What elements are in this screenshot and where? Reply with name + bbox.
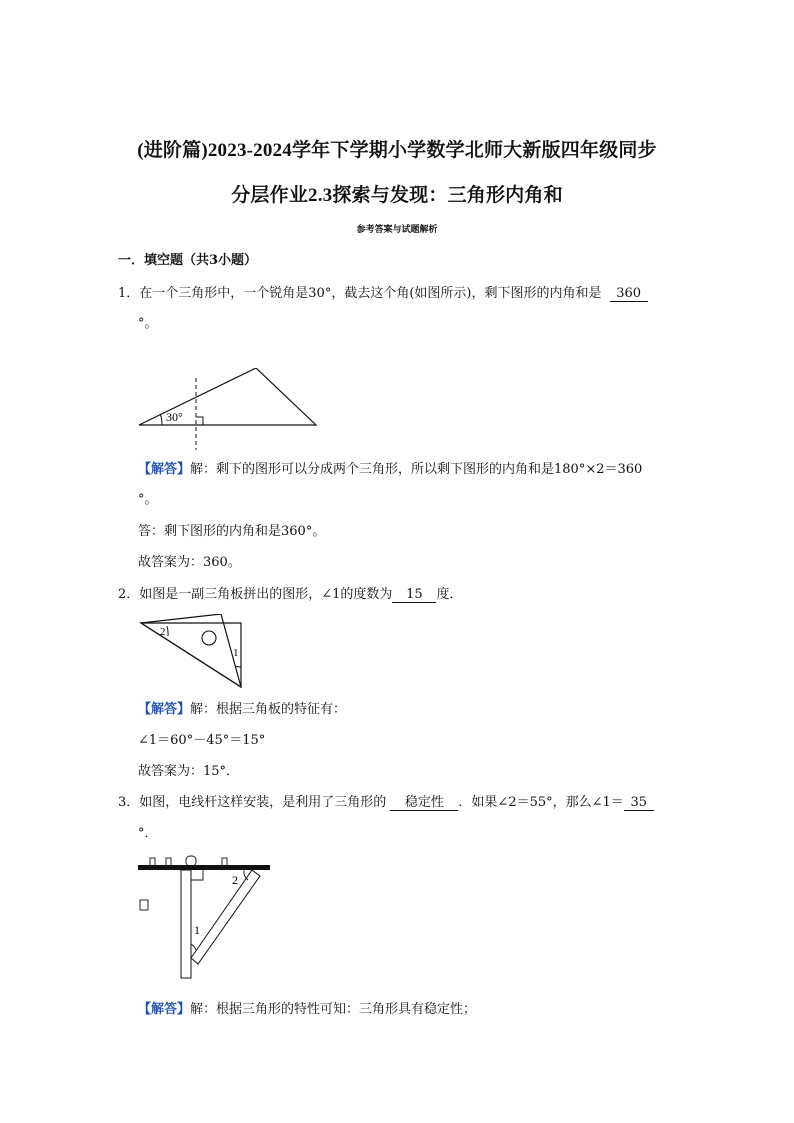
question-2-solution-line — [138, 698, 346, 717]
angle-2-label: 2 — [232, 873, 238, 887]
angle-1-label: 1 — [194, 923, 200, 937]
question-3-stem — [118, 791, 654, 811]
document-title-line-1: (进阶篇)2023-2024学年下学期小学数学北师大新版四年级同步 — [137, 140, 657, 161]
question-2-final-answer: 故答案为：15°． — [138, 764, 240, 779]
pole-top — [186, 856, 196, 866]
solution-tag: 【解答】 — [138, 702, 191, 717]
solution-tag: 【解答】 — [138, 1002, 191, 1017]
solution-tag: 【解答】 — [138, 462, 191, 477]
document-subtitle: 参考答案与试题解析 — [356, 224, 438, 234]
question-2-set-square-figure — [135, 614, 250, 690]
angle-2-label: 2 — [160, 626, 166, 638]
question-3-stem-middle: ．如果∠2＝55°，那么∠1＝ — [458, 795, 624, 810]
question-1-stem-end: °。 — [138, 316, 158, 331]
question-1-final-answer: 故答案为：360。 — [138, 555, 241, 570]
question-3-stem-text: 3．如图，电线杆这样安装，是利用了三角形的 — [118, 795, 387, 810]
question-3-utility-pole-figure — [136, 852, 274, 982]
question-1-solution-text: 解：剩下的图形可以分成两个三角形，所以剩下图形的内角和是180°×2＝360 — [190, 462, 643, 477]
angle-label-30: 30° — [166, 410, 183, 424]
question-2-solution-formula: ∠1＝60°－45°＝15° — [138, 733, 266, 748]
insulator-1 — [150, 858, 155, 866]
question-1-solution-line — [138, 458, 642, 477]
set-square-hole — [202, 631, 216, 645]
question-3-solution-text: 解：根据三角形的特性可知：三角形具有稳定性； — [190, 1002, 477, 1017]
section-heading: 一．填空题（共3小题） — [118, 253, 258, 268]
question-1-stem-text: 1．在一个三角形中，一个锐角是30°，截去这个角(如图所示)，剩下图形的内角和是 — [118, 286, 602, 301]
question-1-answer-blank: 360 — [610, 286, 648, 302]
angle-1-label: 1 — [233, 647, 239, 659]
question-1-stem — [118, 282, 648, 302]
angle-arc — [160, 414, 162, 425]
question-1-reply: 答：剩下图形的内角和是360°。 — [138, 524, 326, 539]
right-angle-mark — [196, 417, 203, 425]
question-1-solution-end: °。 — [138, 492, 158, 507]
question-2-solution-text: 解：根据三角板的特征有： — [190, 702, 347, 717]
question-2-stem-end: 度． — [436, 587, 463, 602]
document-title-line-2: 分层作业2.3探索与发现：三角形内角和 — [231, 185, 563, 206]
question-2-stem-text: 2．如图是一副三角板拼出的图形，∠1的度数为 — [118, 587, 393, 602]
question-3-answer-blank-1: 稳定性 — [390, 791, 458, 811]
cross-arm — [138, 865, 270, 870]
insulator-3 — [222, 858, 227, 866]
question-3-solution-line — [138, 998, 476, 1017]
question-3-stem-end: °． — [138, 826, 158, 841]
question-1-triangle-figure — [130, 368, 330, 454]
question-3-answer-blank-2: 35 — [624, 795, 654, 811]
angle-2-arc — [167, 626, 168, 636]
pole-body — [181, 870, 191, 978]
insulator-2 — [166, 858, 171, 866]
set-square-60 — [141, 614, 241, 687]
right-angle-mark — [191, 870, 203, 880]
insulator-left — [140, 900, 148, 910]
angle-1-arc — [191, 944, 196, 950]
question-2-answer-blank: 15 — [392, 587, 436, 603]
support-brace — [191, 870, 260, 964]
question-2-stem — [118, 583, 462, 603]
